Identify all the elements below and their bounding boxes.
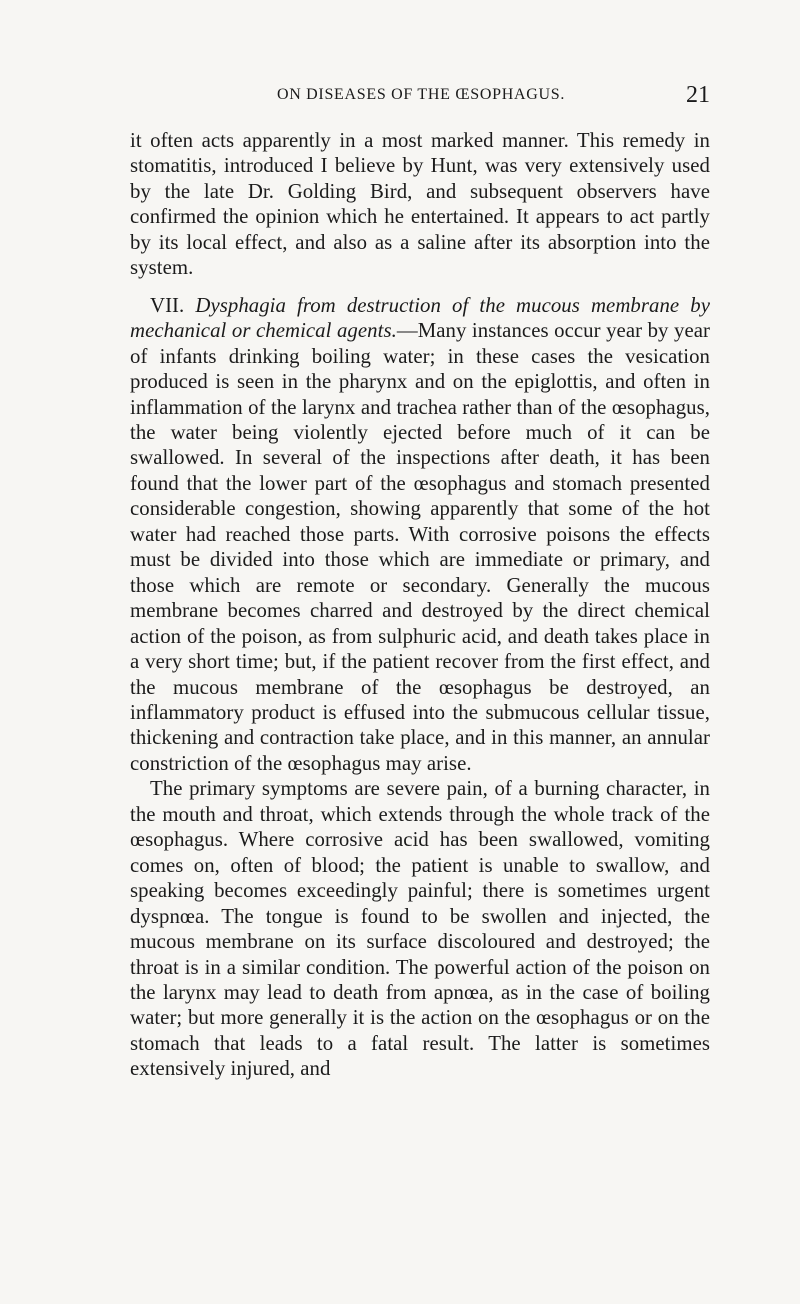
paragraph-continuation [130, 128, 710, 281]
paragraph-primary-symptoms [130, 776, 710, 1081]
paragraph-text: it often acts apparently in a most marked manner. This remedy in stomatitis, introduced I believe by Hunt, was very extensively used by the late Dr. Golding Bird, and subsequent observers have confirmed the opinion which he entertained. It appears to act partly by its local effect, and also as a saline after its absorption into the system. [130, 129, 710, 280]
section-heading: Dysphagia from destruction of the mucous membrane by mechanical or chemical agents. [130, 293, 710, 343]
page-number: 21 [686, 82, 710, 108]
section-body: —Many instances occur year by year of infants drinking boiling water; in these cases the vesication produced is seen in the pharynx and on the epiglottis, and often in inflammation of the larynx and trachea rather than of the œsophagus, the water being violently ejected before much of it can be swallowed. In several of the inspections after death, it has been found that the lower part of the œsophagus and stomach presented considerable congestion, showing apparently that some of the hot water had reached those parts. With corrosive poisons the effects must be divided into those which are immediate or primary, and those which are remote or secondary. Generally the mucous membrane becomes charred and destroyed by the direct chemical action of the poison, as from sulphuric acid, and death takes place in a very short time; but, if the patient recover from the first effect, and the mucous membrane of the œsophagus be destroyed, an inflammatory product is effused into the submucous cellular tissue, thickening and contraction take place, and in this manner, an annular constriction of the œsophagus may arise. [130, 319, 711, 775]
running-head [132, 82, 710, 108]
paragraph-section-vii [130, 293, 710, 777]
running-title: ON DISEASES OF THE ŒSOPHAGUS. [276, 86, 566, 103]
body-text [130, 128, 710, 1082]
section-number: VII. [150, 293, 185, 317]
paragraph-text: The primary symptoms are severe pain, of a burning character, in the mouth and throat, which extends through the whole track of the œsophagus. Where corrosive acid has been swallowed, vomiting comes on, often of blood; the patient is unable to swallow, and speaking becomes exceedingly painful; there is sometimes urgent dyspnœa. The tongue is found to be swollen and injected, the mucous membrane on its surface discoloured and destroyed; the throat is in a similar condition. The powerful action of the poison on the larynx may lead to death from apnœa, as in the case of boiling water; but more generally it is the action on the œsophagus or on the stomach that leads to a fatal result. The latter is sometimes extensively injured, and [130, 777, 710, 1081]
